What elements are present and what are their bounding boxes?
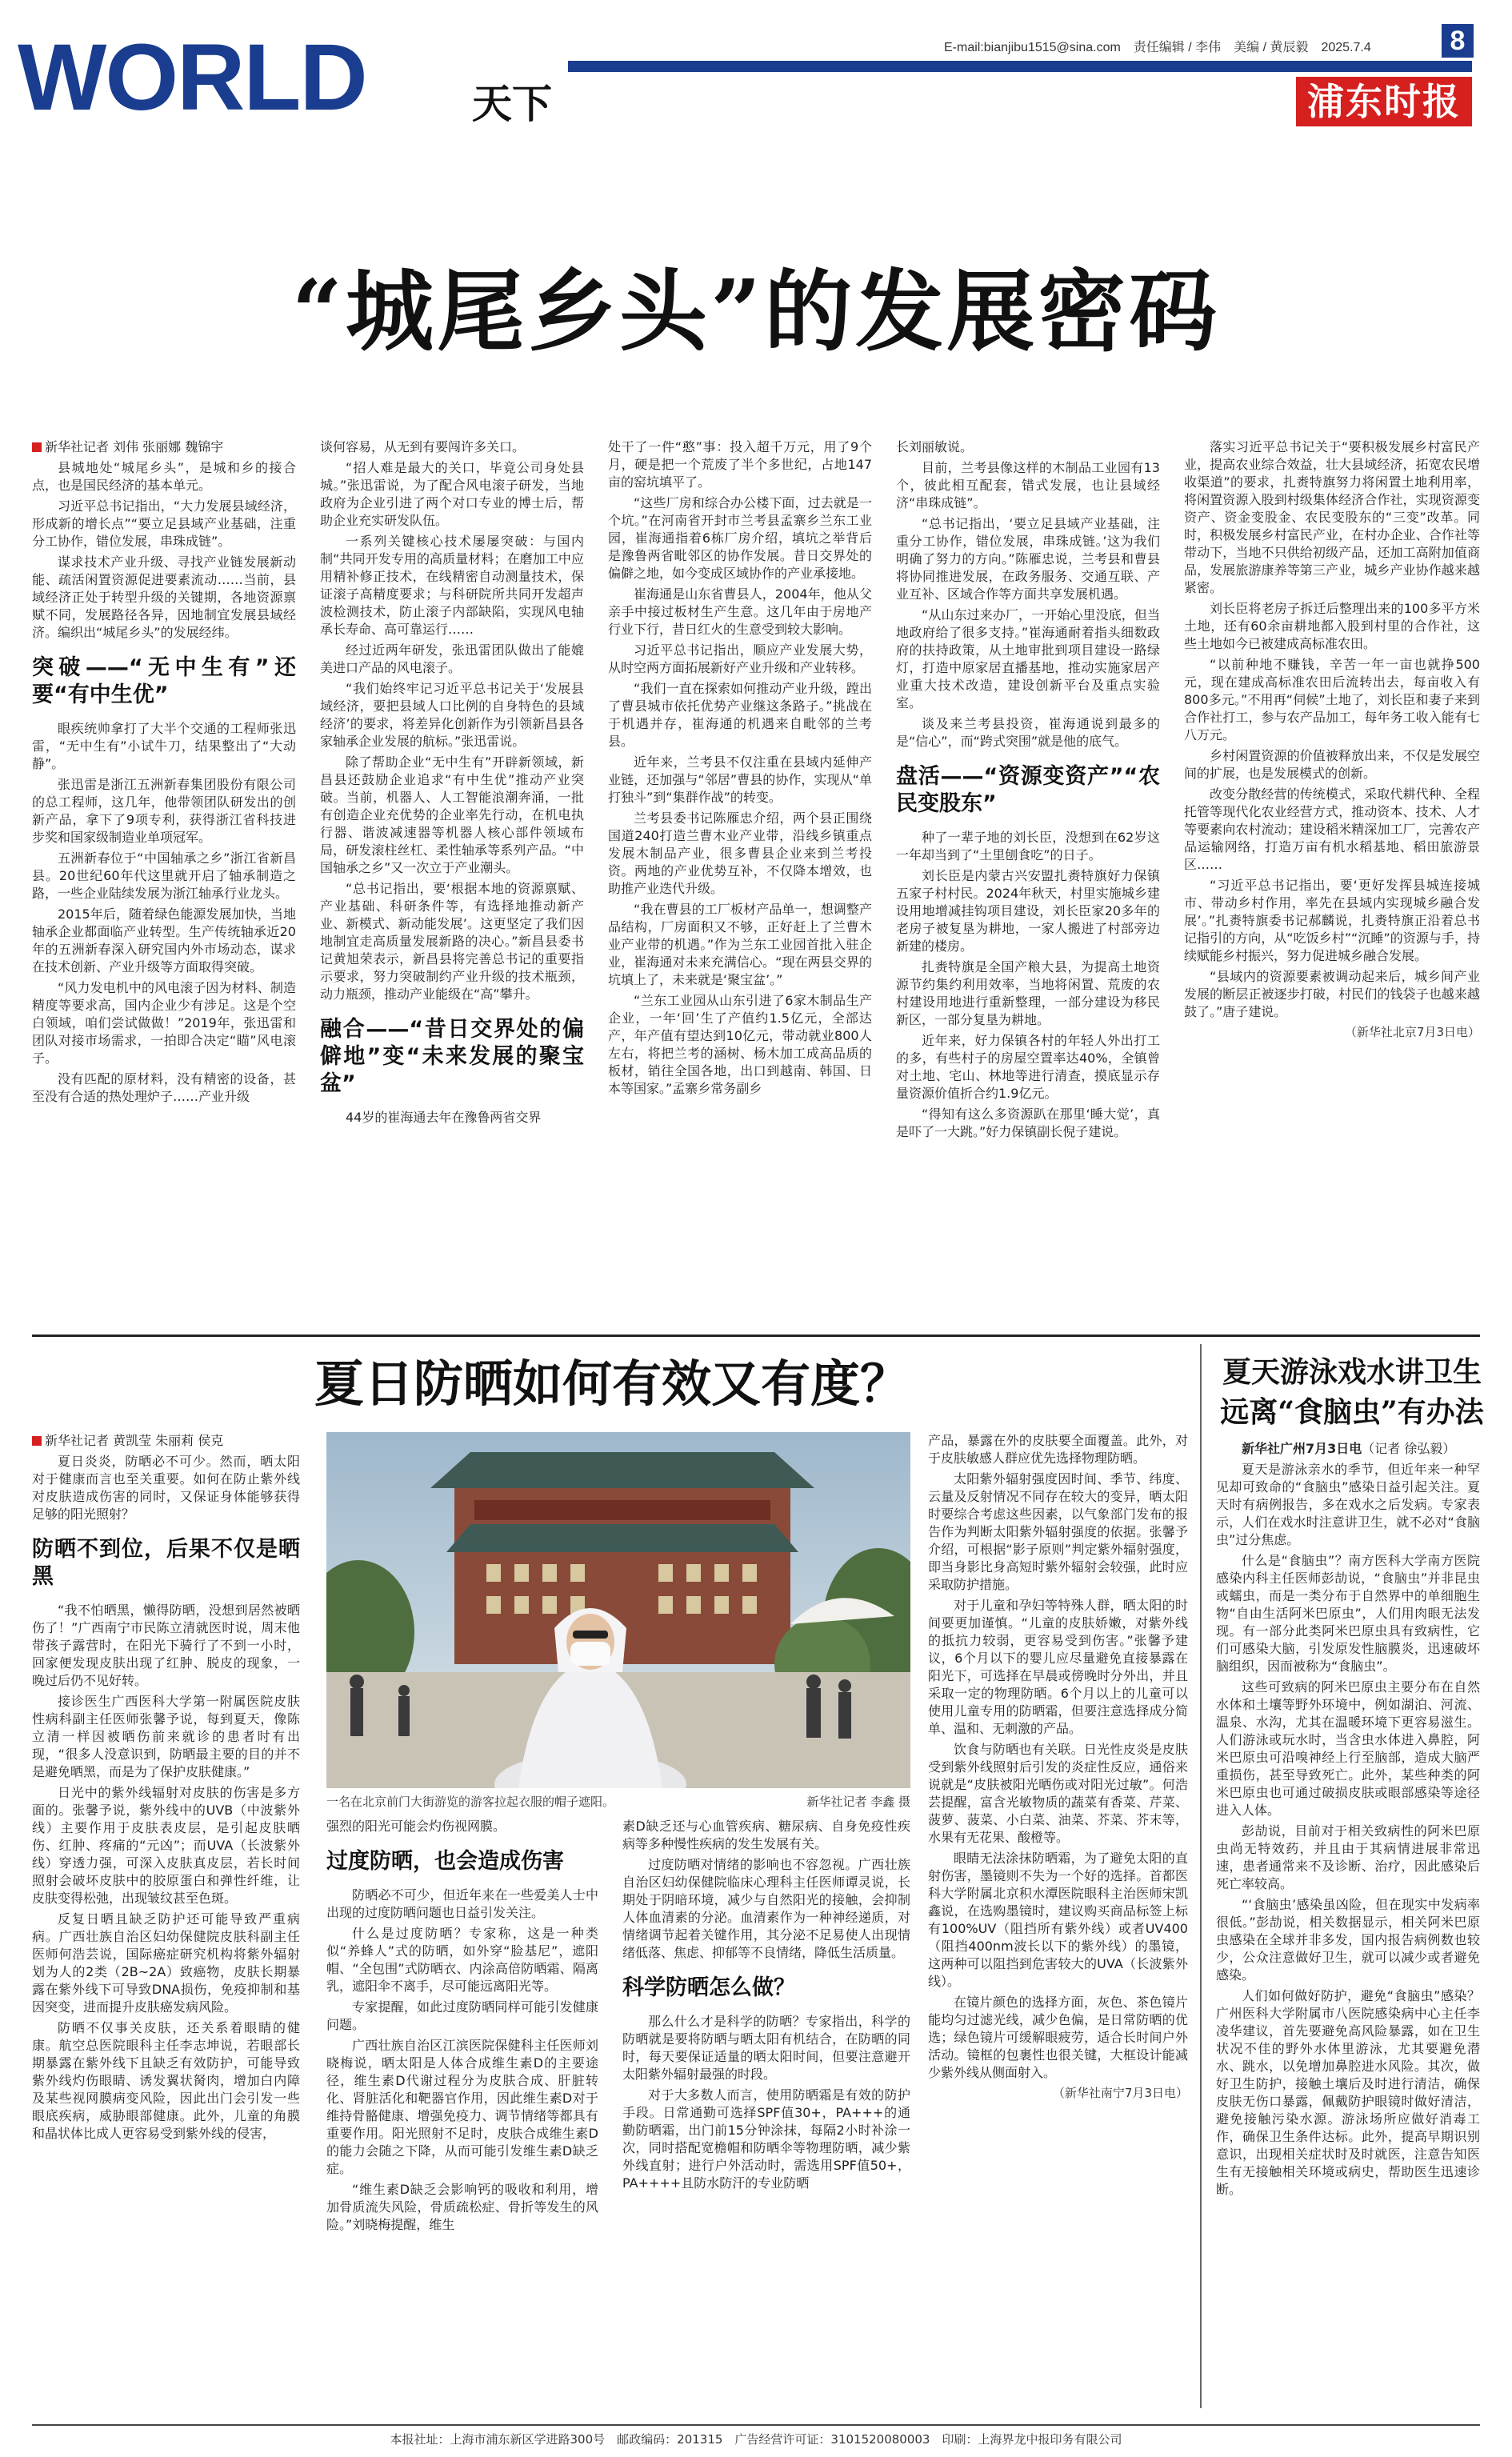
article2-photo: [326, 1432, 910, 1788]
paragraph: 刘长臣将老房子拆迁后整理出来的100多平方米土地，还有60余亩耕地都入股到村里的合作社，这些土地如今已被建成高标准农田。: [1184, 601, 1480, 651]
paragraph: 夏天是游泳亲水的季节，但近年来一种罕见却可致命的“食脑虫”感染日益引起关注。夏天时有病例报告，多在戏水之后发病。专家表示，人们在戏水时注意讲卫生，就不必对“食脑虫”过分焦虑。: [1216, 1462, 1480, 1547]
section-divider: [32, 1335, 1480, 1337]
paragraph: 习近平总书记指出，顺应产业发展大势，从时空两方面拓展新好产业升级和产业转移。: [608, 642, 872, 675]
paragraph: 什么是过度防晒？专家称，这是一种类似“养蜂人”式的防晒，如外穿“脸基尼”，遮阳帽、“全包围”式防晒衣、内涂高倍防晒霜、隔离乳，遮阳伞不离手，尽可能远离阳光等。: [326, 1926, 598, 1994]
paragraph: 眼疾统帅拿打了大半个交通的工程师张迅雷，“无中生有”小试牛刀，结果整出了“大动静”。: [32, 721, 296, 771]
article2-byline-text: 新华社记者 黄凯莹 朱丽莉 侯克: [45, 1433, 224, 1448]
paragraph: 落实习近平总书记关于“要积极发展乡村富民产业，提高农业综合效益，壮大县域经济，拓宽农民增收渠道”的要求，扎赉特旗努力将闲置土地利用率，将闲置资源入股到村级集体经济合作社，实现资源变资产、资金变股金、农民变股东的“三变”改革。同时，积极发展乡村富民产业，在村办企业、合作社等带动下，当地不只供给初级产品，还加工高附加值商品，发展旅游康养等第三产业，城乡产业协作越来越紧密。: [1184, 439, 1480, 595]
paragraph: “总书记指出，要‘根据本地的资源禀赋、产业基础、科研条件等，有选择地推动新产业、新模式、新动能发展’。这更坚定了我们因地制宜走高质量发展新路的决心。”新昌县委书记黄旭荣表示，新昌县将完善总书记的重要指示要求，努力突破制约产业升级的技术瓶颈，动力瓶颈，推动产业能级在“高”攀升。: [320, 881, 584, 1002]
paragraph: 眼睛无法涂抹防晒霜，为了避免太阳的直射伤害，墨镜则不失为一个好的选择。首都医科大学附属北京积水潭医院眼科主治医师宋凯鑫说，在选购墨镜时，建议购买商品标签上标有100%UV（阻挡所有紫外线）或者UV400（阻挡400nm波长以下的紫外线）的墨镜，这两种可以阻挡到危害较大的UVA（长波紫外线）。: [928, 1851, 1188, 1989]
footer-rule: [32, 2424, 1480, 2426]
article1-subhead-1: 突破——“无中生有”还要“有中生优”: [32, 655, 296, 707]
paragraph: 太阳紫外辐射强度因时间、季节、纬度、云量及反射情况不同存在较大的变异，晒太阳时要综合考虑这些因素，以气象部门发布的报告作为判断太阳紫外辐射强度的依据。张馨予介绍，可根据“影子原则”判定紫外辐射强度，即当身影比身高短时紫外辐射会较强，此时应采取防护措施。: [928, 1471, 1188, 1592]
paragraph: 县城地处“城尾乡头”，是城和乡的接合点，也是国民经济的基本单元。: [32, 460, 296, 493]
article1-subhead-2: 融合——“昔日交界处的偏僻地”变“未来发展的聚宝盆”: [320, 1017, 584, 1096]
paragraph: 什么是“食脑虫”？南方医科大学南方医院感染内科主任医师彭劼说，“食脑虫”并非昆虫或蠕虫，而是一类分布于自然界中的单细胞生物“自由生活阿米巴原虫”，人们用肉眼无法发现。有一部分此类阿米巴原虫具有致病性，它们可感染大脑，引发原发性脑膜炎，迅速破坏脑组织，因而被称为“食脑虫”。: [1216, 1553, 1480, 1674]
paragraph: 产品，暴露在外的皮肤要全面覆盖。此外，对于皮肤敏感人群应优先选择物理防晒。: [928, 1433, 1188, 1466]
paragraph: 日光中的紫外线辐射对皮肤的伤害是多方面的。张馨予说，紫外线中的UVB（中波紫外线）主要作用于皮肤表皮层，是引起皮肤晒伤、红肿、疼痛的“元凶”；而UVA（长波紫外线）穿透力强，可深入皮肤真皮层，若长时间照射会破坏皮肤中的胶原蛋白和弹性纤维，让皮肤变得松弛，出现皱纹甚至色斑。: [32, 1785, 300, 1906]
paragraph: 谈何容易，从无到有要闯许多关口。: [320, 439, 526, 454]
paragraph: 这些可致病的阿米巴原虫主要分布在自然水体和土壤等野外环境中，例如湖泊、河流、温泉、水沟，尤其在温暖环境下更容易滋生。人们游泳或玩水时，当含虫水体进入鼻腔，阿米巴原虫可沿嗅神经上行至脑部，造成大脑严重损伤，甚至导致死亡。此外，某些种类的阿米巴原虫也可通过破损皮肤或眼部感染等途径进入人体。: [1216, 1679, 1480, 1818]
article2-column-2: [326, 1818, 598, 2418]
paragraph: 素D缺乏还与心血管疾病、糖尿病、自身免疫性疾病等多种慢性疾病的发生发展有关。: [622, 1819, 910, 1851]
tourist-photo-illustration: [326, 1432, 910, 1788]
article1-c1b: [32, 720, 296, 1106]
paragraph: 2015年后，随着绿色能源发展加快，当地轴承企业都面临产业转型。生产传统轴承近20年的五洲新春深入研究国内外市场动态，谋求在技术创新、产业升级等方面取得突破。: [32, 906, 296, 974]
paragraph: 谈及来兰考县投资，崔海通说到最多的是“信心”，而“跨式突围”就是他的底气。: [896, 716, 1160, 749]
article3-lead: [1216, 1440, 1480, 1458]
article1-column-1: [32, 438, 296, 1319]
article3-column: [1216, 1440, 1480, 2416]
paragraph: 习近平总书记指出，“大力发展县域经济，形成新的增长点”“要立足县域产业基础，注重分工协作，错位发展，串珠成链”。: [32, 498, 296, 549]
article1-c1: [32, 459, 296, 642]
article1-column-3: [608, 438, 872, 1319]
article1-subhead-3: 盘活——“资源变资产”“农民变股东”: [896, 764, 1160, 816]
paragraph: 近年来，好力保镇各村的年轻人外出打工的多，有些村子的房屋空置率达40%，全镇曾对土地、宅山、林地等进行清查，摸底显示存量资源价值折合约1.9亿元。: [896, 1033, 1160, 1101]
paragraph: 近年来，兰考县不仅注重在县域内延伸产业链，还加强与“邻居”曹县的协作，实现从“单打独斗”到“集群作战”的转变。: [608, 754, 872, 805]
paragraph: “我们始终牢记习近平总书记关于‘发展县域经济，要把县域人口比例的自身特色的县域经济’的要求，将差异化创新作为引领新昌县各家轴承企业发展的航标。”张迅雷说。: [320, 681, 584, 749]
article2-byline: [32, 1432, 300, 1450]
paragraph: 强烈的阳光可能会灼伤视网膜。: [326, 1819, 506, 1834]
paragraph: 接诊医生广西医科大学第一附属医院皮肤性病科副主任医师张馨予说，每到夏天，像陈立清一样因被晒伤前来就诊的患者时有出现，“很多人没意识到，防晒最主要的目的并不是避免晒黑，而是为了保护皮肤健康。”: [32, 1694, 300, 1779]
paragraph: 经过近两年研发，张迅雷团队做出了能媲美进口产品的风电滚子。: [320, 642, 584, 675]
paragraph: 除了帮助企业“无中生有”开辟新领域，新昌县还鼓励企业追求“有中生优”推动产业突破。当前，机器人、人工智能浪潮奔涌，一批有创造企业充优势的企业率先行动，在机电执行器、谐波减速器等机器人核心部件领域布局，研发滚柱丝杠、柔性轴承等系列产品。“中国轴承之乡”又一次立于产业潮头。: [320, 754, 584, 875]
article1-byline: [32, 438, 296, 456]
masthead: [0, 0, 1512, 128]
editor-info: E-mail:bianjibu1515@sina.com 责任编辑 / 李伟 美编 / 黄辰毅 2025.7.4: [944, 41, 1371, 54]
paragraph: “我在曹县的工厂板材产品单一，想调整产品结构，厂房面积又不够，正好赶上了兰曹木业产业带的机遇。”作为兰东工业园首批入驻企业，崔海通对未来充满信心。“现在两县交界的坑填上了，未来就是‘聚宝盆’。”: [608, 902, 872, 987]
paragraph: 44岁的崔海通去年在豫鲁两省交界: [346, 1110, 542, 1125]
article1-column-5: [1184, 438, 1480, 1319]
paragraph: 没有匹配的原材料，没有精密的设备，甚至没有合适的热处理炉子……产业升级: [32, 1071, 296, 1104]
paragraph: 张迅雷是浙江五洲新春集团股份有限公司的总工程师，这几年，他带领团队研发出的创新产品，拿下了9项专利，获得浙江省科技进步奖和国家级制造业单项冠军。: [32, 777, 296, 845]
column-divider: [1200, 1344, 1202, 2408]
paragraph: “维生素D缺乏会影响钙的吸收和利用，增加骨质流失风险，骨质疏松症、骨折等发生的风险。”刘晓梅提醒，维生: [326, 2182, 598, 2232]
paragraph: “这些厂房和综合办公楼下面，过去就是一个坑。”在河南省开封市兰考县孟寨乡兰东工业园，崔海通指着6栋厂房介绍，填坑之举背后是豫鲁两省毗邻区的协作发展。昔日交界处的偏僻之地，如今变成区域协作的产业承接地。: [608, 495, 872, 581]
paragraph: “得知有这么多资源趴在那里‘睡大觉’，真是吓了一大跳。”好力保镇副长倪子建说。: [896, 1106, 1160, 1139]
article3-dateline: 新华社广州7月3日电: [1242, 1441, 1362, 1456]
paragraph: 那么什么才是科学的防晒？专家指出，科学的防晒就是要将防晒与晒太阳有机结合，在防晒的同时，每天要保证适量的晒太阳时间，但要注意避开太阳紫外辐射最强的时段。: [622, 2014, 910, 2082]
paragraph: 一系列关键核心技术屡屡突破：与国内制“共同开发专用的高质量材料；在磨加工中应用精补修正技术，在线精密自动测量技术，保证滚子高精度要求；与科研院所共同开发超声波检测技术，防止滚子内部缺陷，实现风电轴承长寿命、高可靠运行……: [320, 534, 584, 637]
paragraph: 防晒必不可少，但近年来在一些爱美人士中出现的过度防晒问题也日益引发关注。: [326, 1887, 598, 1920]
paragraph: “习近平总书记指出，要‘更好发挥县城连接城市、带动乡村作用，率先在县域内实现城乡融合发展’。”扎赉特旗委书记郝麟说，扎赉特旗正沿着总书记指引的方向，从“吃饭乡村”“沉睡”的资源与手，持续赋能乡村振兴，努力促进城乡融合发展。: [1184, 878, 1480, 963]
paragraph: 目前，兰考县像这样的木制品工业园有13个，彼此相互配套，错式发展，也让县域经济“串珠成链”。: [896, 460, 1160, 510]
article2-credit: （新华社南宁7月3日电）: [1052, 2086, 1188, 2100]
paragraph: 专家提醒，如此过度防晒同样可能引发健康问题。: [326, 1999, 598, 2032]
page-number: 8: [1442, 24, 1474, 58]
paragraph: 在镜片颜色的选择方面，灰色、茶色镜片能均匀过滤光线，减少色偏，是日常防晒的优选；绿色镜片可缓解眼疲劳，适合长时间户外活动。镜框的包裹性也很关键，大框设计能减少紫外线从侧面射入。: [928, 1995, 1188, 2080]
byline-marker-icon: [32, 442, 42, 452]
article1-column-4: [896, 438, 1160, 1319]
paragraph: 反复日晒且缺乏防护还可能导致严重病病。广西壮族自治区妇幼保健院皮肤科副主任医师何浩芸说，国际癌症研究机构将紫外辐射划为人的2类（2B~2A）致癌物，皮肤长期暴露在紫外线下可导致DNA损伤，免疫抑制和基因突变，进而提升皮肤癌发病风险。: [32, 1911, 300, 2015]
paragraph: “县域内的资源要素被调动起来后，城乡间产业发展的断层正被逐步打破，村民们的钱袋子也越来越鼓了。”唐子建说。: [1184, 969, 1480, 1019]
paragraph: 谋求技术产业升级、寻找产业链发展新动能、疏活闲置资源促进要素流动……当前，县域经济正处于转型升级的关键期，各地资源禀赋不同，发展路径各异，因地制宜发展县域经济。编织出“城尾乡头”的发展经纬。: [32, 554, 296, 640]
paragraph: 崔海通是山东省曹县人，2004年，他从父亲手中接过板材生产生意。这几年由于房地产行业下行，昔日红火的生意受到较大影响。: [608, 586, 872, 637]
paragraph: “从山东过来办厂，一开始心里没底，但当地政府给了很多支持。”崔海通耐着指头细数政府的扶持政策，从土地审批到项目建设一路绿灯，打造中原家居直播基地，推动实施家居产业重大技术改造，建设创新平台及重点实验室。: [896, 607, 1160, 710]
article2-subhead-2: 过度防晒，也会造成伤害: [326, 1849, 564, 1874]
paragraph: “总书记指出，‘要立足县域产业基础，注重分工协作，错位发展，串珠成链。’这为我们明确了努力的方向。”陈雁忠说，兰考县和曹县将协同推进发展，在政务服务、交通互联、产业互补、区域合作等方面共享发展机遇。: [896, 516, 1160, 602]
article3-headline: 夏天游泳戏水讲卫生远离“食脑虫”有办法: [1220, 1355, 1484, 1429]
article3-reporter: （记者 徐弘毅）: [1362, 1441, 1456, 1456]
paragraph: 防晒不仅事关皮肤，还关系着眼睛的健康。航空总医院眼科主任李志坤说，若眼部长期暴露在紫外线下且缺乏有效防护，可能导致紫外线灼伤眼睛、诱发翼状胬肉，增加白内障及某些视网膜病变风险，因此出门会引发一些眼底疾病，威胁眼部健康。此外，儿童的角膜和晶状体比成人更容易受到紫外线的侵害，: [32, 2020, 300, 2141]
article1-byline-text: 新华社记者 刘伟 张丽娜 魏锦宇: [45, 439, 224, 454]
paragraph: 处干了一件“憨”事：投入超千万元，用了9个月，硬是把一个荒废了半个多世纪，占地147亩的窑坑填平了。: [608, 439, 872, 490]
paragraph: 刘长臣是内蒙古兴安盟扎赉特旗好力保镇五家子村村民。2024年秋天，村里实施城乡建设用地增减挂钩项目建设，刘长臣家20多年的老房子被复垦为耕地，一家人搬进了村部旁边新建的楼房。: [896, 868, 1160, 954]
paragraph: “我不怕晒黑，懒得防晒，没想到居然被晒伤了！”广西南宁市民陈立清就医时说，周末他带孩子露营时，在阳光下骑行了不到一小时，回家便发现皮肤出现了红肿、脱皮的现象，一晚过后仍不见好转。: [32, 1603, 300, 1688]
newspaper-logo: 浦东时报: [1296, 77, 1472, 126]
header-rule: [568, 61, 1472, 72]
paragraph: 广西壮族自治区江滨医院保健科主任医师刘晓梅说，晒太阳是人体合成维生素D的主要途径，维生素D代谢过程分为皮肤合成、肝脏转化、肾脏活化和靶器官作用，因此维生素D对于维持骨骼健康、增强免疫力、调节情绪等都具有重要作用。阳光照射不足时，皮肤合成维生素D的能力会随之下降，从而可能引发维生素D缺乏症。: [326, 2038, 598, 2176]
footer-info: 本报社址：上海市浦东新区学进路300号 邮政编码：201315 广告经营许可证：3101520080003 印刷：上海界龙中报印务有限公司: [390, 2432, 1122, 2447]
paragraph: “招人难是最大的关口，毕竟公司身处县城。”张迅雷说，为了配合风电滚子研发，当地政府为企业引进了两个对口专业的博士后，帮助企业充实研发队伍。: [320, 460, 584, 528]
paragraph: “‘食脑虫’感染虽凶险，但在现实中发病率很低。”彭劼说，相关数据显示，相关阿米巴原虫感染在全球并非多发，国内报告病例数也较少，公众注意做好卫生，就可以减少或者避免感染。: [1216, 1897, 1480, 1983]
article1-headline: “城尾乡头”的发展密码: [291, 260, 1221, 363]
paragraph: “风力发电机中的风电滚子因为材料、制造精度等要求高，国内企业少有涉足。这是个空白领域，咱们尝试做做！”2019年，张迅雷和团队对接市场需求，一拍即合决定“瞄”风电滚子。: [32, 980, 296, 1066]
article2-headline: 夏日防晒如何有效又有度？: [314, 1355, 910, 1413]
paragraph: 过度防晒对情绪的影响也不容忽视。广西壮族自治区妇幼保健院临床心理科主任医师谭灵说，长期处于阴暗环境，减少与自然阳光的接触，会抑制人体血清素的分泌。血清素作为一种神经递质，对情绪调节起着关键作用，其分泌不足易使人出现情绪低落、焦虑、抑郁等不良情绪，降低生活质量。: [622, 1857, 910, 1960]
article2-subhead-1: 防晒不到位，后果不仅是晒黑: [32, 1537, 300, 1589]
photo-caption-row: [326, 1794, 910, 1810]
section-title-en: WORLD: [18, 25, 366, 130]
section-title-cn: 天下: [472, 81, 552, 127]
paragraph: 对于大多数人而言，使用防晒霜是有效的防护手段。日常通勤可选择SPF值30+，PA+++的通勤防晒霜，出门前15分钟涂抹，每隔2小时补涂一次，同时搭配宽檐帽和防晒伞等物理防晒，减少紫外线直射；进行户外活动时，需选用SPF值50+，PA++++且防水防汗的专业防晒: [622, 2087, 910, 2191]
paragraph: 改变分散经营的传统模式，采取代耕代种、全程托管等现代化农业经营方式，推动资本、技术、人才等要素向农村流动；建设稻米精深加工厂，完善农产品运输网络，打造万亩有机水稻基地、稻田旅游景区……: [1184, 786, 1480, 872]
paragraph: 人们如何做好防护，避免“食脑虫”感染？广州医科大学附属市八医院感染病中心主任李凌华建议，首先要避免高风险暴露，如在卫生状况不佳的野外水体里游泳，尤其要避免潜水、跳水，以免增加鼻腔进水风险。其次，做好卫生防护，接触土壤后及时进行清洁，确保皮肤无伤口暴露，佩戴防护眼镜时做好清洁，避免接触污染水源。游泳场所应做好消毒工作，确保卫生条件达标。此外，提高早期识别意识，出现相关症状时及时就医，注意告知医生有无接触相关环境或病史，帮助医生迅速诊断。: [1216, 1988, 1480, 2197]
article2-column-4: [928, 1432, 1188, 2416]
paragraph: 扎赉特旗是全国产粮大县，为提高土地资源节约集约利用效率，当地将闲置、荒废的农村建设用地进行重新整理，一部分建设为移民新区，一部分复垦为耕地。: [896, 959, 1160, 1027]
byline-marker-icon: [32, 1436, 42, 1446]
paragraph: 兰考县委书记陈雁忠介绍，两个县正围绕国道240打造兰曹木业产业带，沿线乡镇重点发展木制品产业，很多曹县企业来到兰考投资。两地的产业优势互补，不仅降本增效，也助推产业迭代升级。: [608, 810, 872, 896]
paragraph: 饮食与防晒也有关联。日光性皮炎是皮肤受到紫外线照射后引发的炎症性反应，通俗来说就是“皮肤被阳光晒伤或对阳光过敏”。何浩芸提醒，富含光敏物质的蔬菜有香菜、芹菜、菠萝、菠菜、小白菜、油菜、芥菜、芥末等，水果有无花果、酸橙等。: [928, 1742, 1188, 1845]
paragraph: “以前种地不赚钱，辛苦一年一亩也就挣500元，现在建成高标准农田后流转出去，每亩收入有800多元。”不用再“伺候”土地了，刘长臣和妻子来到合作社打工，参与农产品加工，每年务工收入能有七八万元。: [1184, 657, 1480, 742]
paragraph: 五洲新春位于“中国轴承之乡”浙江省新昌县。20世纪60年代这里就开启了轴承制造之路，一些企业陆续发展为浙江轴承行业龙头。: [32, 850, 296, 901]
article2-column-3: [622, 1818, 910, 2418]
article1-credit: （新华社北京7月3日电）: [1344, 1025, 1480, 1039]
paragraph: 彭劼说，目前对于相关致病性的阿米巴原虫尚无特效药，并且由于其病情进展非常迅速，患者通常来不及诊断、治疗，因此感染后死亡率较高。: [1216, 1823, 1480, 1891]
paragraph: 种了一辈子地的刘长臣，没想到在62岁这一年却当到了“土里刨食吃”的日子。: [896, 830, 1160, 862]
photo-credit: 新华社记者 李鑫 摄: [806, 1795, 910, 1809]
paragraph: “我们一直在探索如何推动产业升级，蹚出了曹县城市依托优势产业继这条路子。”挑战在于机遇并存，崔海通的机遇来自毗邻的兰考县。: [608, 681, 872, 749]
paragraph: “兰东工业园从山东引进了6家木制品生产企业，一年‘回’生了产值约1.5亿元，全部达产，年产值有望达到10亿元，带动就业800人左右，将把兰考的涵树、杨木加工成高品质的板材，销往全国各地，出口到越南、韩国、日本等国家。”孟寨乡常务副乡: [608, 993, 872, 1096]
paragraph: 夏日炎炎，防晒必不可少。然而，晒太阳对于健康而言也至关重要。如何在防止紫外线对皮肤造成伤害的同时，又保证身体能够获得足够的阳光照射？: [32, 1454, 300, 1522]
article2-column-1: [32, 1432, 300, 2416]
article1-column-2: [320, 438, 584, 1319]
photo-caption: 一名在北京前门大街游览的游客拉起衣服的帽子遮阳。: [326, 1795, 615, 1809]
article2-subhead-3: 科学防晒怎么做？: [622, 1975, 795, 2000]
paragraph: 乡村闲置资源的价值被释放出来，不仅是发展空间的扩展，也是发展模式的创新。: [1184, 748, 1480, 781]
paragraph: 长刘丽敏说。: [896, 439, 974, 454]
paragraph: 对于儿童和孕妇等特殊人群，晒太阳的时间要更加谨慎。“儿童的皮肤娇嫩，对紫外线的抵抗力较弱，更容易受到伤害。”张馨予建议，6个月以下的婴儿应尽量避免直接暴露在阳光下，可选择在早晨或傍晚时分外出，并且采取一定的物理防晒。6个月以上的儿童可以使用儿童专用的防晒霜，但要注意选择成分简单、温和、无刺激的产品。: [928, 1598, 1188, 1736]
